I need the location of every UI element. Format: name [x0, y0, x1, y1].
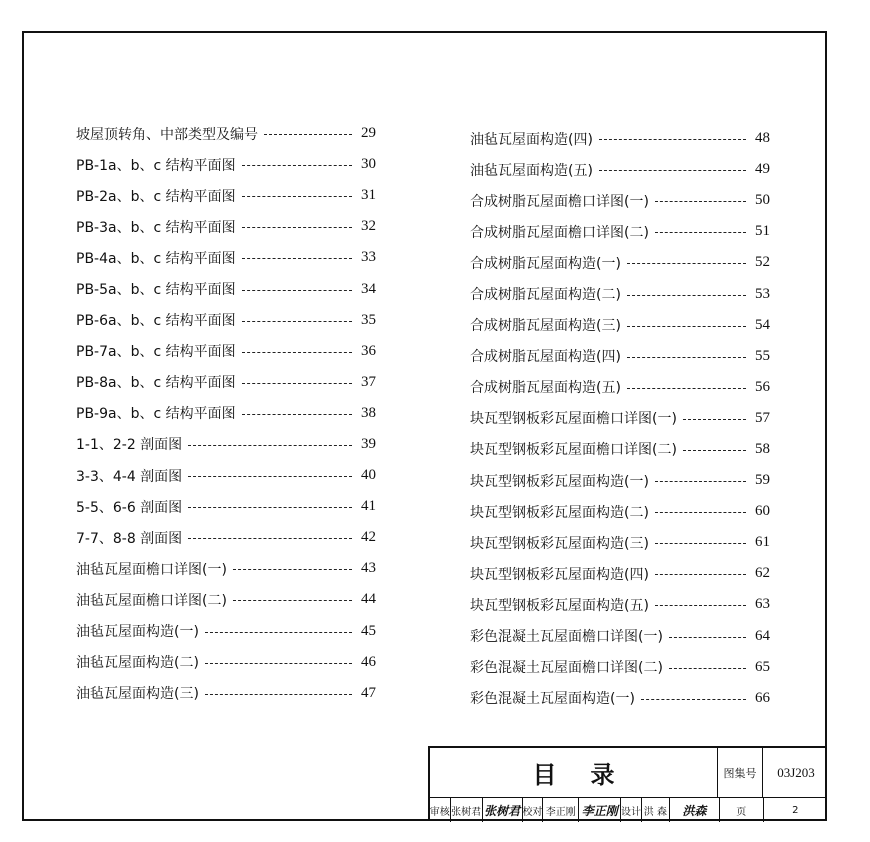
toc-entry: [470, 683, 770, 714]
sheet-title: 目录: [430, 748, 718, 797]
leader-line: [205, 632, 352, 633]
toc-entry: [76, 678, 376, 709]
toc-entry: [470, 434, 770, 465]
page-label: 页: [720, 798, 764, 822]
designer-signature: 洪森: [670, 798, 720, 822]
toc-entry-title: 油毡瓦屋面构造(五): [470, 162, 593, 179]
toc-entry-page: 59: [755, 472, 770, 489]
toc-entry: [470, 465, 770, 496]
title-block: [428, 746, 827, 821]
toc-entry-page: 34: [361, 280, 376, 297]
leader-line: [264, 134, 352, 135]
toc-entry-title: 1-1、2-2 剖面图: [76, 437, 183, 454]
toc-entry-title: 油毡瓦屋面构造(一): [76, 624, 199, 641]
toc-entry-page: 40: [361, 467, 376, 484]
leader-line: [242, 290, 352, 291]
leader-line: [627, 263, 746, 264]
toc-entry-page: 42: [361, 529, 376, 546]
toc-entry-page: 43: [361, 560, 376, 577]
title-block-top: [430, 748, 827, 798]
leader-line: [669, 668, 746, 669]
toc-entry-page: 39: [361, 435, 376, 452]
leader-line: [233, 600, 352, 601]
toc-entry: [76, 273, 376, 304]
toc-entry-page: 61: [755, 534, 770, 551]
toc-entry-title: 油毡瓦屋面构造(四): [470, 131, 593, 148]
leader-line: [655, 512, 746, 513]
toc-entry-page: 33: [361, 249, 376, 266]
toc-entry-title: 合成树脂瓦屋面构造(五): [470, 380, 621, 397]
toc-entry: [470, 558, 770, 589]
toc-entry: [470, 123, 770, 154]
leader-line: [599, 170, 746, 171]
toc-entry: [76, 367, 376, 398]
toc-entry-page: 36: [361, 342, 376, 359]
toc-entry-title: 块瓦型钢板彩瓦屋面构造(四): [470, 566, 649, 583]
toc-entry-title: PB-5a、b、c 结构平面图: [76, 282, 236, 299]
toc-entry-title: 油毡瓦屋面构造(二): [76, 655, 199, 672]
toc-entry: [470, 278, 770, 309]
toc-entry-page: 64: [755, 627, 770, 644]
toc-entry-title: 油毡瓦屋面构造(三): [76, 686, 199, 703]
toc-entry: [76, 584, 376, 615]
toc-entry-page: 50: [755, 192, 770, 209]
toc-entry: [470, 341, 770, 372]
toc-entry-title: 合成树脂瓦屋面构造(一): [470, 255, 621, 272]
review-label: 审核: [430, 798, 451, 822]
toc-entry-page: 38: [361, 404, 376, 421]
toc-entry: [76, 553, 376, 584]
leader-line: [188, 445, 352, 446]
toc-entry-page: 54: [755, 316, 770, 333]
toc-entry: [76, 336, 376, 367]
toc-entry-page: 35: [361, 311, 376, 328]
leader-line: [655, 481, 746, 482]
toc-entry-page: 51: [755, 223, 770, 240]
toc-entry-page: 60: [755, 503, 770, 520]
toc-entry-page: 57: [755, 409, 770, 426]
checker-signature: 李正刚: [579, 798, 621, 822]
toc-entry-page: 45: [361, 622, 376, 639]
toc-entry-page: 58: [755, 440, 770, 457]
toc-entry-page: 47: [361, 684, 376, 701]
toc-entry-page: 62: [755, 565, 770, 582]
leader-line: [627, 295, 746, 296]
leader-line: [188, 476, 352, 477]
toc-entry-title: PB-3a、b、c 结构平面图: [76, 219, 236, 236]
toc-entry-page: 30: [361, 156, 376, 173]
toc-entry-title: 坡屋顶转角、中部类型及编号: [76, 126, 258, 143]
reviewer-name: 张树君: [451, 798, 483, 822]
toc-entry-title: 合成树脂瓦屋面构造(三): [470, 318, 621, 335]
toc-entry-title: 块瓦型钢板彩瓦屋面檐口详图(一): [470, 411, 677, 428]
leader-line: [655, 605, 746, 606]
toc-entry-title: 块瓦型钢板彩瓦屋面构造(一): [470, 473, 649, 490]
toc-entry-title: 彩色混凝土瓦屋面构造(一): [470, 691, 635, 708]
toc-entry-title: PB-8a、b、c 结构平面图: [76, 375, 236, 392]
toc-entry-page: 41: [361, 498, 376, 515]
leader-line: [599, 139, 746, 140]
toc-entry: [470, 403, 770, 434]
toc-entry-title: PB-7a、b、c 结构平面图: [76, 344, 236, 361]
toc-entry-title: 3-3、4-4 剖面图: [76, 468, 183, 485]
title-block-bottom: [430, 798, 827, 822]
toc-entry-page: 56: [755, 378, 770, 395]
toc-entry-title: 块瓦型钢板彩瓦屋面构造(三): [470, 535, 649, 552]
toc-entry: [76, 460, 376, 491]
leader-line: [242, 414, 352, 415]
toc-entry: [76, 398, 376, 429]
reviewer-signature: 张树君: [483, 798, 523, 822]
toc-entry-page: 55: [755, 347, 770, 364]
atlas-label: 图集号: [718, 748, 763, 797]
toc-entry: [76, 429, 376, 460]
toc-entry-title: 油毡瓦屋面檐口详图(一): [76, 561, 227, 578]
toc-entry: [76, 522, 376, 553]
toc-entry-page: 48: [755, 130, 770, 147]
toc-entry-title: PB-6a、b、c 结构平面图: [76, 313, 236, 330]
leader-line: [242, 196, 352, 197]
leader-line: [627, 357, 746, 358]
design-label: 设计: [621, 798, 642, 822]
leader-line: [655, 574, 746, 575]
toc-entry: [470, 652, 770, 683]
toc-entry-title: PB-9a、b、c 结构平面图: [76, 406, 236, 423]
leader-line: [683, 419, 746, 420]
toc-entry: [76, 118, 376, 149]
toc-entry: [76, 616, 376, 647]
toc-entry: [470, 589, 770, 620]
leader-line: [205, 694, 352, 695]
toc-entry: [76, 305, 376, 336]
toc-entry-page: 49: [755, 161, 770, 178]
leader-line: [627, 388, 746, 389]
toc-entry-page: 63: [755, 596, 770, 613]
leader-line: [627, 326, 746, 327]
toc-entry: [470, 216, 770, 247]
toc-entry-page: 65: [755, 658, 770, 675]
leader-line: [188, 538, 352, 539]
toc-entry: [470, 527, 770, 558]
leader-line: [242, 383, 352, 384]
toc-entry: [76, 211, 376, 242]
toc-entry: [470, 185, 770, 216]
toc-entry: [76, 647, 376, 678]
leader-line: [655, 543, 746, 544]
toc-entry: [76, 242, 376, 273]
toc-entry-page: 53: [755, 285, 770, 302]
toc-entry: [470, 621, 770, 652]
toc-entry-title: 块瓦型钢板彩瓦屋面构造(二): [470, 504, 649, 521]
toc-entry-title: 块瓦型钢板彩瓦屋面檐口详图(二): [470, 442, 677, 459]
toc-entry-title: 合成树脂瓦屋面檐口详图(二): [470, 224, 649, 241]
toc-entry-title: 油毡瓦屋面檐口详图(二): [76, 592, 227, 609]
toc-entry-page: 52: [755, 254, 770, 271]
leader-line: [641, 699, 746, 700]
toc-entry-title: 合成树脂瓦屋面檐口详图(一): [470, 193, 649, 210]
toc-entry-title: 7-7、8-8 剖面图: [76, 530, 183, 547]
leader-line: [188, 507, 352, 508]
toc-entry: [470, 496, 770, 527]
toc-entry-title: PB-1a、b、c 结构平面图: [76, 157, 236, 174]
toc-entry: [76, 149, 376, 180]
toc-entry-page: 32: [361, 218, 376, 235]
leader-line: [669, 637, 746, 638]
toc-entry-title: 5-5、6-6 剖面图: [76, 499, 183, 516]
toc-entry-page: 46: [361, 653, 376, 670]
toc-entry-title: 彩色混凝土瓦屋面檐口详图(二): [470, 660, 663, 677]
toc-right-column: [470, 123, 770, 714]
toc-entry-page: 29: [361, 125, 376, 142]
toc-entry-page: 31: [361, 187, 376, 204]
leader-line: [233, 569, 352, 570]
leader-line: [242, 321, 352, 322]
leader-line: [683, 450, 746, 451]
toc-entry-page: 37: [361, 373, 376, 390]
leader-line: [655, 232, 746, 233]
leader-line: [242, 258, 352, 259]
toc-entry-page: 66: [755, 689, 770, 706]
toc-entry-title: 块瓦型钢板彩瓦屋面构造(五): [470, 597, 649, 614]
leader-line: [242, 352, 352, 353]
toc-entry-title: PB-4a、b、c 结构平面图: [76, 250, 236, 267]
toc-entry: [76, 491, 376, 522]
toc-entry-title: 合成树脂瓦屋面构造(二): [470, 287, 621, 304]
leader-line: [655, 201, 746, 202]
toc-entry: [470, 310, 770, 341]
toc-entry-title: 合成树脂瓦屋面构造(四): [470, 349, 621, 366]
toc-entry-title: PB-2a、b、c 结构平面图: [76, 188, 236, 205]
leader-line: [242, 165, 352, 166]
designer-name: 洪 森: [642, 798, 670, 822]
check-label: 校对: [523, 798, 544, 822]
checker-name: 李正刚: [543, 798, 579, 822]
atlas-code: 03J203: [777, 764, 815, 780]
toc-entry-page: 44: [361, 591, 376, 608]
toc-entry: [470, 247, 770, 278]
toc-entry: [470, 372, 770, 403]
toc-entry: [76, 180, 376, 211]
toc-entry-title: 彩色混凝土瓦屋面檐口详图(一): [470, 629, 663, 646]
leader-line: [205, 663, 352, 664]
leader-line: [242, 227, 352, 228]
toc-entry: [470, 154, 770, 185]
toc-left-column: [76, 118, 376, 709]
page-number: 2: [792, 804, 799, 816]
